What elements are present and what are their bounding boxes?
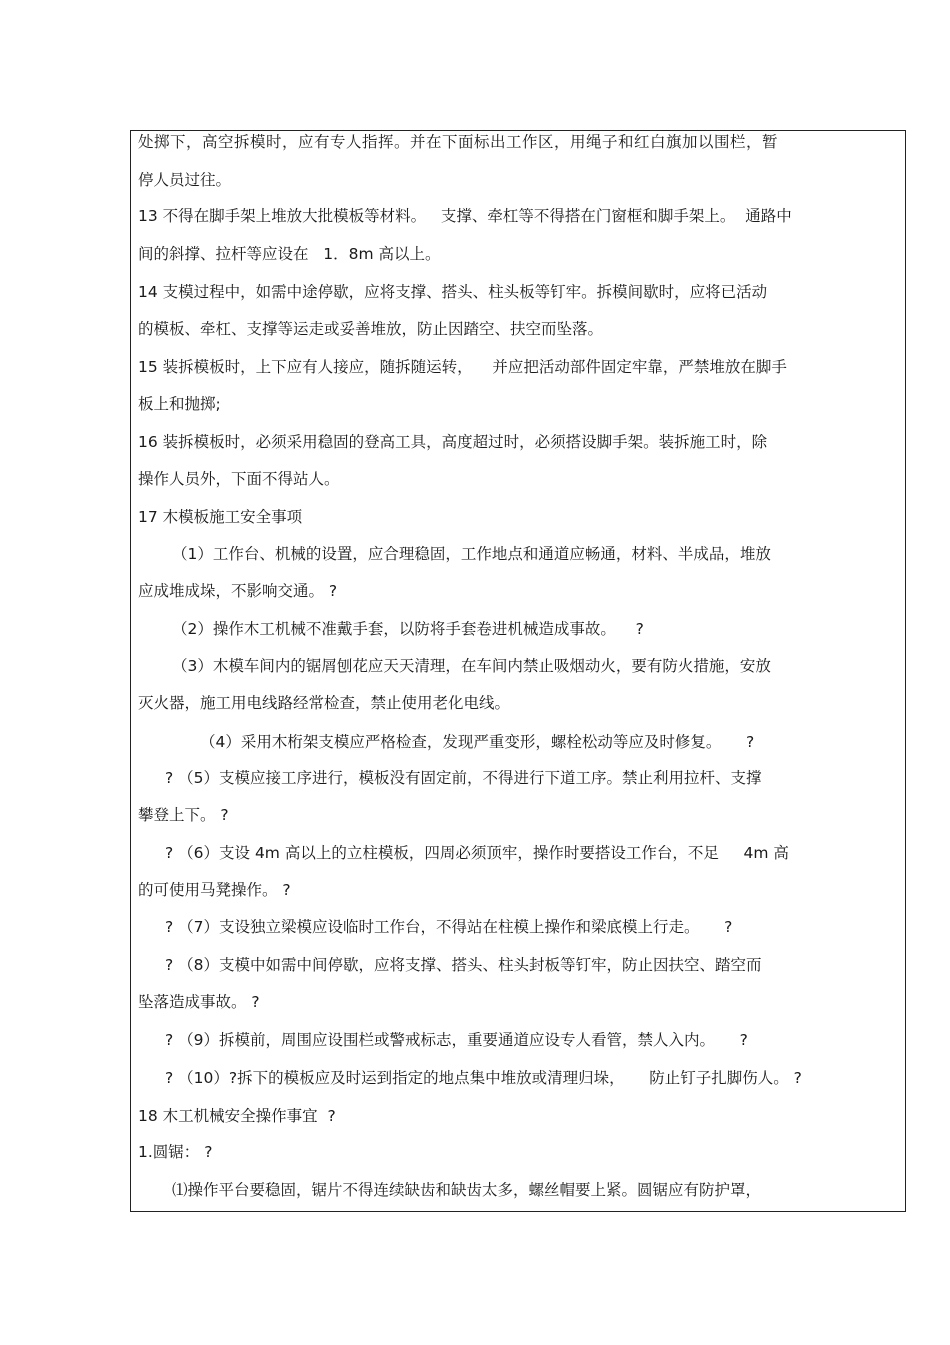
text-line: 停人员过往。 <box>138 171 232 189</box>
text-line: 操作人员外，下面不得站人。 <box>138 470 340 488</box>
text-line: 灭火器，施工用电线路经常检查，禁止使用老化电线。 <box>138 694 511 712</box>
text-line: ? （7）支设独立梁模应设临时工作台，不得站在柱模上操作和梁底模上行走。 ? <box>165 918 733 936</box>
text-line: 的可使用马凳操作。 ? <box>138 881 291 899</box>
text-line: 板上和抛掷; <box>138 395 221 413</box>
text-line: 应成堆成垛，不影响交通。 ? <box>138 582 338 600</box>
text-line: 处掷下，高空拆模时，应有专人指挥。并在下面标出工作区，用绳子和红白旗加以围栏，暂 <box>138 133 779 151</box>
text-line: ? （6）支设 4m 高以上的立柱模板，四周必须顶牢，操作时要搭设工作台，不足 4m 高 <box>165 844 789 862</box>
text-line: 1.圆锯： ? <box>138 1143 213 1161</box>
section-heading: 18 木工机械安全操作事宜 ? <box>138 1107 336 1125</box>
text-line: （4）采用木桁架支模应严格检查，发现严重变形，螺栓松动等应及时修复。 ? <box>200 733 755 751</box>
text-line: ? （5）支模应接工序进行，模板没有固定前，不得进行下道工序。禁止利用拉杆、支撑 <box>165 769 762 787</box>
text-line: 13 不得在脚手架上堆放大批模板等材料。 支撑、牵杠等不得搭在门窗框和脚手架上。 通路中 <box>138 207 792 225</box>
text-line: 间的斜撑、拉杆等应设在 1．8m 高以上。 <box>138 245 441 263</box>
text-line: （2）操作木工机械不准戴手套，以防将手套卷进机械造成事故。 ? <box>172 620 644 638</box>
text-line: ? （10）?拆下的模板应及时运到指定的地点集中堆放或清理归垛， 防止钉子扎脚伤人。 ? <box>165 1069 802 1087</box>
text-line: （3）木模车间内的锯屑刨花应天天清理，在车间内禁止吸烟动火，要有防火措施，安放 <box>172 657 771 675</box>
text-line: 攀登上下。 ? <box>138 806 229 824</box>
text-line: 14 支模过程中，如需中途停歇，应将支撑、搭头、柱头板等钉牢。拆模间歇时，应将已活动 <box>138 283 768 301</box>
text-line: 15 装拆模板时，上下应有人接应，随拆随运转， 并应把活动部件固定牢靠，严禁堆放在脚手 <box>138 358 787 376</box>
section-heading: 17 木模板施工安全事项 <box>138 508 303 526</box>
text-line: 的模板、牵杠、支撑等运走或妥善堆放，防止因踏空、扶空而坠落。 <box>138 320 604 338</box>
text-line: ? （9）拆模前，周围应设围栏或警戒标志，重要通道应设专人看管，禁人入内。 ? <box>165 1031 748 1049</box>
text-line: ⑴操作平台要稳固，锯片不得连续缺齿和缺齿太多，螺丝帽要上紧。圆锯应有防护罩， <box>172 1181 762 1199</box>
text-line: （1）工作台、机械的设置，应合理稳固，工作地点和通道应畅通，材料、半成品，堆放 <box>172 545 771 563</box>
text-line: 16 装拆模板时，必须采用稳固的登高工具，高度超过时，必须搭设脚手架。装拆施工时，除 <box>138 433 768 451</box>
text-line: ? （8）支模中如需中间停歇，应将支撑、搭头、柱头封板等钉牢，防止因扶空、踏空而 <box>165 956 762 974</box>
text-line: 坠落造成事故。 ? <box>138 993 260 1011</box>
